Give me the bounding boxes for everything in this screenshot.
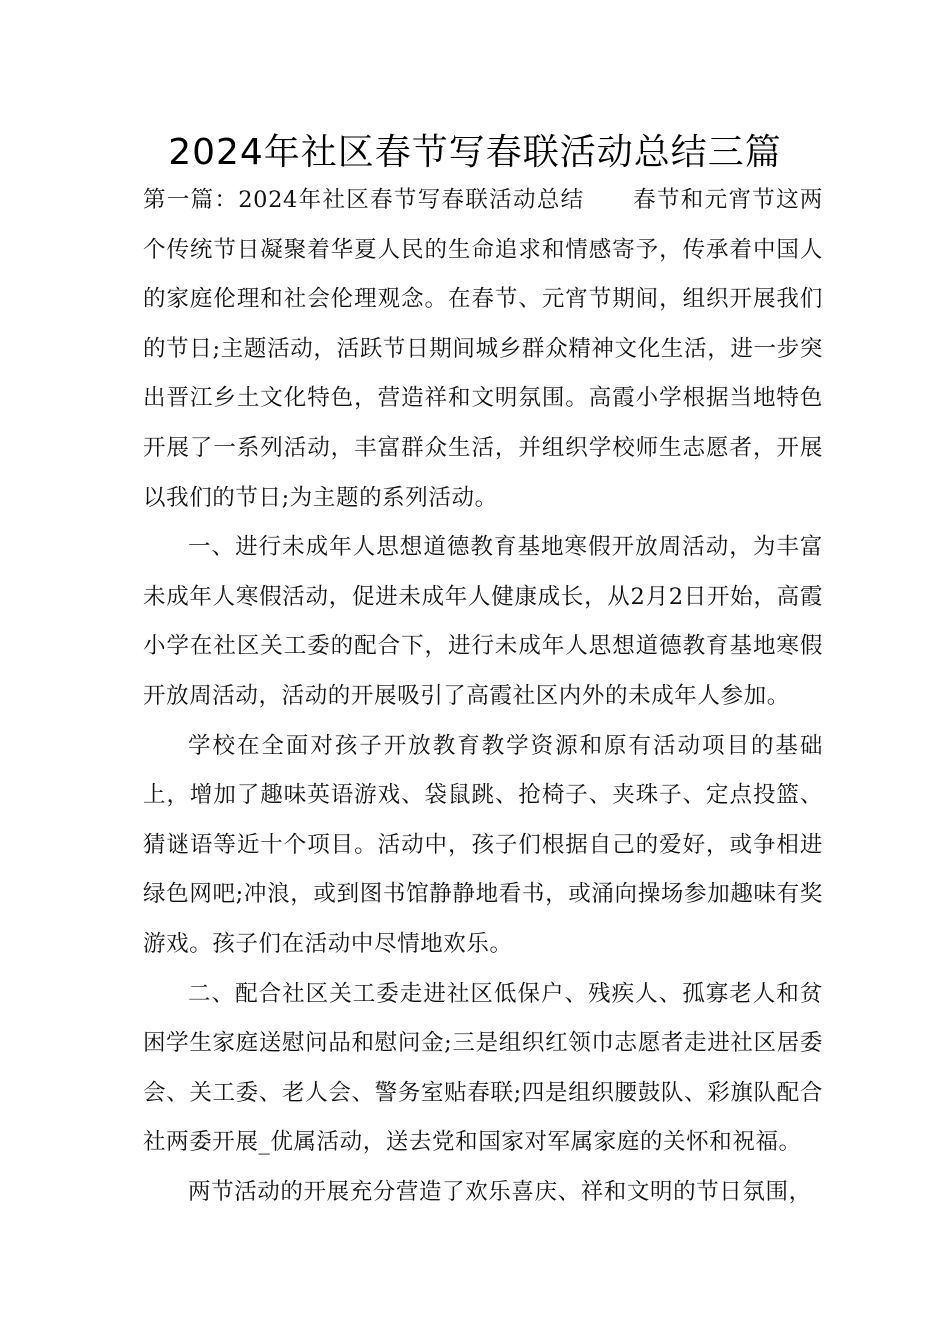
paragraph-summary: 两节活动的开展充分营造了欢乐喜庆、祥和文明的节日氛围， [188, 1178, 812, 1205]
section-heading: 第一篇：2024年社区春节写春联活动总结 [143, 187, 585, 213]
intro-paragraph [143, 176, 823, 523]
paragraph-school-activities: 学校在全面对孩子开放教育教学资源和原有活动项目的基础上，增加了趣味英语游戏、袋鼠跳、抢椅子、夹珠子、定点投篮、猜谜语等近十个项目。活动中，孩子们根据自己的爱好，或争相进绿色网吧;冲浪，或到图书馆静静地看书，或涌向操场参加趣味有奖游戏。孩子们在活动中尽情地欢乐。 [143, 732, 823, 957]
document-title: 2024年社区春节写春联活动总结三篇 [168, 132, 782, 173]
paragraph-activity-one: 一、进行未成年人思想道德教育基地寒假开放周活动，为丰富未成年人寒假活动，促进未成年人健康成长，从2月2日开始，高霞小学在社区关工委的配合下，进行未成年人思想道德教育基地寒假开放周活动，活动的开展吸引了高霞社区内外的未成年人参加。 [143, 534, 823, 709]
paragraph-text: 春节和元宵节这两个传统节日凝聚着华夏人民的生命追求和情感寄予，传承着中国人的家庭伦理和社会伦理观念。在春节、元宵节期间，组织开展我们的节日;主题活动，活跃节日期间城乡群众精神文化生活，进一步突出晋江乡土文化特色，营造祥和文明氛围。高霞小学根据当地特色开展了一系列活动，丰富群众生活，并组织学校师生志愿者，开展以我们的节日;为主题的系列活动。 [143, 187, 823, 511]
document-body [143, 176, 823, 1217]
paragraph-activity-two: 二、配合社区关工委走进社区低保户、残疾人、孤寡老人和贫困学生家庭送慰问品和慰问金;三是组织红领巾志愿者走进社区居委会、关工委、老人会、警务室贴春联;四是组织腰鼓队、彩旗队配合社两委开展_优属活动，送去党和国家对军属家庭的关怀和祝福。 [143, 980, 823, 1156]
